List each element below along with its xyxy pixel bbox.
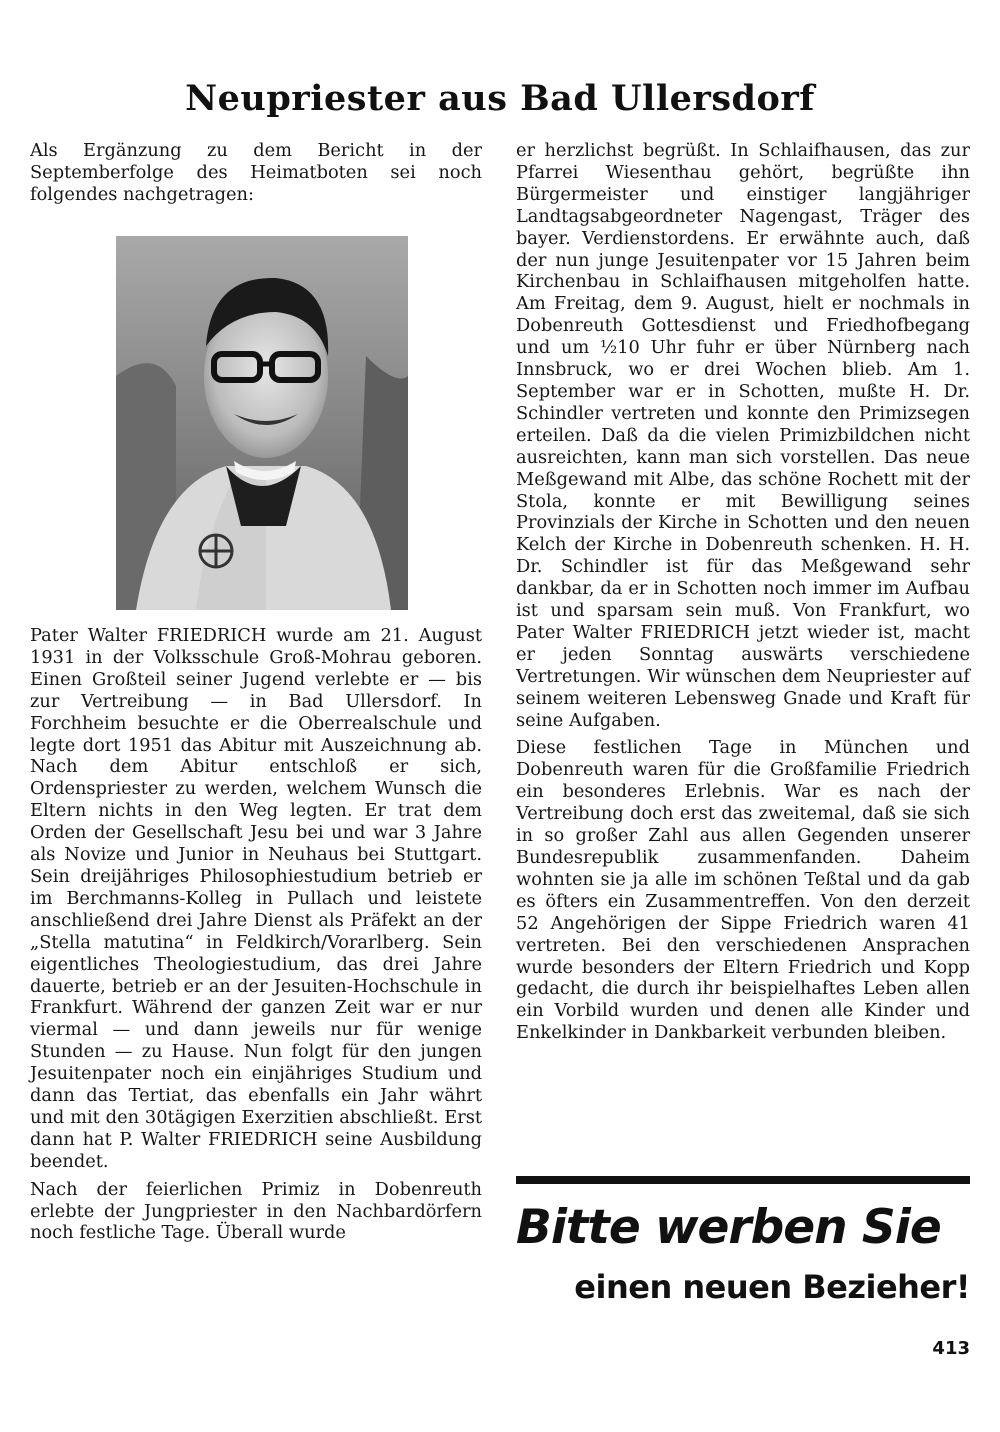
- ad-headline: Bitte werben Sie: [516, 1200, 941, 1255]
- biography-paragraph: Pater Walter FRIEDRICH wurde am 21. August 1931 in der Volksschule Groß-Mohrau geboren. Einen Großteil seiner Jugend verlebte er — bis zur Vertreibung — in Bad Ullersdorf. In Forchheim besuchte er die Oberrealschule und legte dort 1951 das Abitur mit Auszeichnung ab. Nach dem Abitur entschloß er sich, Ordenspriester zu werden, welchem Wunsch die Eltern nichts in den Weg legten. Er trat dem Orden der Gesellschaft Jesu bei und war 3 Jahre als Novize und Junior in Neuhaus bei Stuttgart. Sein dreijähriges Philosophiestudium betrieb er im Berchmanns-Kolleg in Pullach und leistete anschließend drei Jahre Dienst als Präfekt an der „Stella matutina“ in Feldkirch/Vorarlberg. Sein eigentliches Theologiestudium, das drei Jahre dauerte, betrieb er an der Jesuiten-Hochschule in Frankfurt. Während der ganzen Zeit war er nur viermal — und dann jeweils nur für wenige Stunden — zu Hause. Nun folgt für den jungen Jesuitenpater noch ein einjähriges Studium und dann das Tertiat, das ebenfalls ein Jahr währt und mit den 30tägigen Exerzitien abschließt. Erst dann hat P. Walter FRIEDRICH seine Ausbildung beendet.: [30, 625, 482, 1172]
- primiz-paragraph: Nach der feierlichen Primiz in Dobenreuth erlebte der Jungpriester in den Nachbardörfern noch festliche Tage. Überall wurde: [30, 1178, 482, 1244]
- article-title: Neupriester aus Bad Ullersdorf: [185, 78, 815, 119]
- ad-divider-rule: [516, 1176, 970, 1184]
- right-column: [516, 140, 970, 1044]
- family-paragraph: Diese festlichen Tage in München und Dobenreuth waren für die Großfamilie Friedrich ein besonderes Erlebnis. War es nach der Vertreibung doch erst das zweitemal, daß sie sich in so großer Zahl aus allen Gegenden unserer Bundesrepublik zusammenfanden. Daheim wohnten sie ja alle im schönen Teßtal und da gab es öfters ein Zusammentreffen. Von den derzeit 52 Angehörigen der Sippe Friedrich waren 41 vertreten. Bei den verschiedenen Ansprachen wurde besonders der Eltern Friedrich und Kopp gedacht, die durch ihr beispielhaftes Leben allen ein Vorbild wurden und denen alle Kinder und Enkelkinder in Dankbarkeit verbunden bleiben.: [516, 737, 970, 1044]
- ad-subline: einen neuen Bezieher!: [574, 1268, 970, 1306]
- priest-portrait-photo: [116, 236, 408, 610]
- portrait-image: [116, 236, 408, 610]
- left-column-bottom: [30, 625, 482, 1244]
- page-number: 413: [932, 1338, 970, 1359]
- intro-paragraph: Als Ergänzung zu dem Bericht in der Septemberfolge des Heimatboten sei noch folgendes nachgetragen:: [30, 140, 482, 205]
- visit-paragraph: er herzlichst begrüßt. In Schlaifhausen, das zur Pfarrei Wiesenthau gehört, begrüßte ihn Bürgermeister und einstiger langjähriger Landtagsabgeordneter Nagengast, Träger des bayer. Verdienstordens. Er erwähnte auch, daß der nun junge Jesuitenpater vor 15 Jahren beim Kirchenbau in Schlaifhausen mitgeholfen hatte. Am Freitag, dem 9. August, hielt er nochmals in Dobenreuth Gottesdienst und Friedhofbegang und um ½10 Uhr fuhr er über Nürnberg nach Innsbruck, wo er drei Wochen blieb. Am 1. September war er in Schotten, mußte H. Dr. Schindler vertreten und konnte den Primizsegen erteilen. Daß da die vielen Primizbildchen nicht ausreichten, kann man sich vorstellen. Das neue Meßgewand mit Albe, das schöne Rochett mit der Stola, konnte er mit Bewilligung seines Provinzials der Kirche in Schotten und den neuen Kelch der Kirche in Dobenreuth schenken. H. H. Dr. Schindler ist für das Meßgewand sehr dankbar, da er in Schotten noch immer im Aufbau ist und sparsam sein muß. Von Frankfurt, wo Pater Walter FRIEDRICH jetzt wieder ist, macht er jeden Sonntag auswärts verschiedene Vertretungen. Wir wünschen dem Neupriester auf seinem weiteren Lebensweg Gnade und Kraft für seine Aufgaben.: [516, 140, 970, 731]
- left-column: [30, 140, 482, 206]
